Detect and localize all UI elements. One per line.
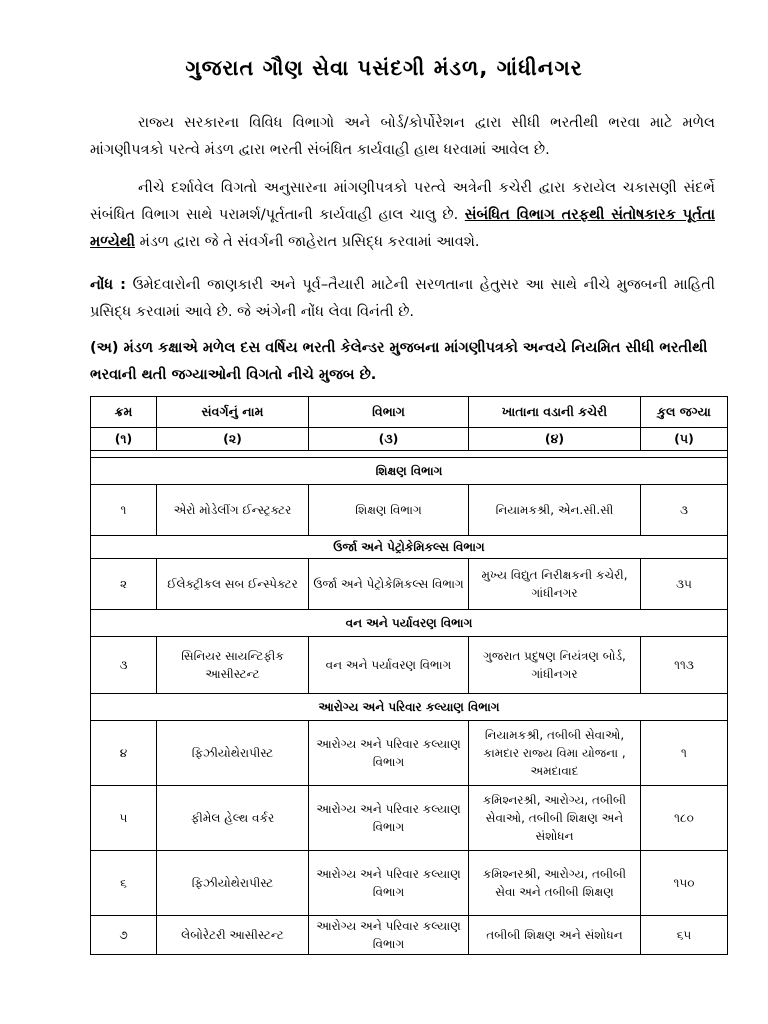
cell-department: આરોગ્ય અને પરિવાર કલ્યાણ વિભાગ [309, 786, 469, 851]
cell-cadre: સિનિયર સાયન્ટિફીક આસીસ્ટન્ટ [157, 637, 309, 694]
cell-cadre: ફીમેલ હેલ્થ વર્કર [157, 786, 309, 851]
cell-serial: ૨ [91, 559, 157, 610]
section-name: શિક્ષણ વિભાગ [91, 458, 728, 485]
status-text: નીચે દર્શાવેલ વિગતો અનુસારના માંગણીપત્રકો પરત્વે અત્રેની કચેરી દ્વારા કરાયેલ ચકાસણી સંદર્ભે સંબંધિત વિભાગ સાથે પરામર્શ/પૂર્તતાની કાર્યવાહી હાલ ચાલુ છે. [90, 180, 715, 223]
page-title: ગુજરાત ગૌણ સેવા પસંદગી મંડળ, ગાંધીનગર [185, 56, 583, 80]
header-posts: કુલ જગ્યા [641, 397, 728, 428]
cell-serial: ૪ [91, 721, 157, 786]
section-row [91, 610, 728, 637]
cell-serial: ૫ [91, 786, 157, 851]
cell-posts: ૧૫૦ [641, 851, 728, 916]
spacer-row [91, 451, 728, 458]
intro-text: રાજ્ય સરકારના વિવિધ વિભાગો અને બોર્ડ/કોર્પોરેશન દ્વારા સીધી ભરતીથી ભરવા માટે મળેલ માંગણીપત્રકો પરત્વે મંડળ દ્વારા ભરતી સંબંધિત કાર્યવાહી હાથ ધરવામાં આવેલ છે. [90, 115, 715, 158]
cell-cadre: ફિઝીયોથેરાપીસ્ટ [157, 721, 309, 786]
cell-posts: ૧૧૩ [641, 637, 728, 694]
cell-posts: ૬૫ [641, 916, 728, 955]
table-row [91, 916, 728, 955]
cell-office: મુખ્ય વિદ્યુત નિરીક્ષકની કચેરી, ગાંધીનગર [469, 559, 641, 610]
vacancy-table [90, 396, 728, 955]
status-highlight: સંબંધિત વિભાગ તરફથી સંતોષકારક પૂર્તતા મળ્યેથી [90, 207, 716, 250]
col-number: (૩) [309, 428, 469, 451]
cell-office: કમિશ્નરશ્રી, આરોગ્ય, તબીબી સેવા અને તબીબી શિક્ષણ [469, 851, 641, 916]
cell-posts: ૩ [641, 485, 728, 536]
cell-office: નિયામકશ્રી, એન.સી.સી [469, 485, 641, 536]
header-cadre: સંવર્ગનું નામ [157, 397, 309, 428]
cell-serial: ૧ [91, 485, 157, 536]
table-row [91, 559, 728, 610]
section-row [91, 536, 728, 559]
table-header-row [91, 397, 728, 428]
section-row [91, 458, 728, 485]
note-paragraph [90, 272, 715, 326]
col-number: (૨) [157, 428, 309, 451]
cell-office: તબીબી શિક્ષણ અને સંશોધન [469, 916, 641, 955]
section-name: વન અને પર્યાવરણ વિભાગ [91, 610, 728, 637]
cell-posts: ૧ [641, 721, 728, 786]
cell-cadre: ફિઝીયોથેરાપીસ્ટ [157, 851, 309, 916]
cell-posts: ૧૮૦ [641, 786, 728, 851]
col-number: (૪) [469, 428, 641, 451]
note-label: નોંધ : [90, 277, 126, 293]
status-text-after: મંડળ દ્વારા જે તે સંવર્ગની જાહેરાત પ્રસિદ્ધ કરવામાં આવશે. [139, 234, 480, 250]
cell-posts: ૩૫ [641, 559, 728, 610]
section-heading: (અ) મંડળ કક્ષાએ મળેલ દસ વર્ષિય ભરતી કેલેન્ડર મુજબના માંગણીપત્રકો અન્વયે નિયમિત સીધી ભરતીથી ભરવાની થતી જગ્યાઓની વિગતો નીચે મુજબ છે. [90, 340, 708, 383]
col-number: (૫) [641, 428, 728, 451]
header-department: વિભાગ [309, 397, 469, 428]
note-text: ઉમેદવારોની જાણકારી અને પૂર્વ–તૈયારી માટેની સરળતાના હેતુસર આ સાથે નીચે મુજબની માહિતી પ્રસિદ્ધ કરવામાં આવે છે. જે અંગેની નોંધ લેવા વિનંતી છે. [90, 277, 715, 320]
cell-department: વન અને પર્યાવરણ વિભાગ [309, 637, 469, 694]
col-number: (૧) [91, 428, 157, 451]
cell-office: કમિશ્નરશ્રી, આરોગ્ય, તબીબી સેવાઓ, તબીબી શિક્ષણ અને સંશોધન [469, 786, 641, 851]
intro-paragraph [90, 110, 715, 164]
table-row [91, 485, 728, 536]
cell-office: ગુજરાત પ્રદુષણ નિયંત્રણ બોર્ડ, ગાંધીનગર [469, 637, 641, 694]
table-row [91, 786, 728, 851]
cell-cadre: લેબોરેટરી આસીસ્ટન્ટ [157, 916, 309, 955]
cell-serial: ૭ [91, 916, 157, 955]
table-row [91, 851, 728, 916]
section-row [91, 694, 728, 721]
header-serial: ક્રમ [91, 397, 157, 428]
cell-office: નિયામકશ્રી, તબીબી સેવાઓ, કામદાર રાજ્ય વિમા યોજના , અમદાવાદ [469, 721, 641, 786]
cell-department: ઉર્જા અને પેટ્રોકેમિકલ્સ વિભાગ [309, 559, 469, 610]
section-name: આરોગ્ય અને પરિવાર કલ્યાણ વિભાગ [91, 694, 728, 721]
column-number-row [91, 428, 728, 451]
cell-serial: ૬ [91, 851, 157, 916]
cell-department: આરોગ્ય અને પરિવાર કલ્યાણ વિભાગ [309, 721, 469, 786]
table-row [91, 637, 728, 694]
cell-cadre: ઈલેક્ટ્રીકલ સબ ઈન્સ્પેક્ટર [157, 559, 309, 610]
cell-department: શિક્ષણ વિભાગ [309, 485, 469, 536]
table-row [91, 721, 728, 786]
header-office: ખાતાના વડાની કચેરી [469, 397, 641, 428]
cell-cadre: એરો મોડેલીંગ ઈન્સ્ટ્રક્ટર [157, 485, 309, 536]
status-paragraph [90, 175, 715, 256]
cell-department: આરોગ્ય અને પરિવાર કલ્યાણ વિભાગ [309, 851, 469, 916]
section-name: ઉર્જા અને પેટ્રોકેમિકલ્સ વિભાગ [91, 536, 728, 559]
cell-department: આરોગ્ય અને પરિવાર કલ્યાણ વિભાગ [309, 916, 469, 955]
cell-serial: ૩ [91, 637, 157, 694]
